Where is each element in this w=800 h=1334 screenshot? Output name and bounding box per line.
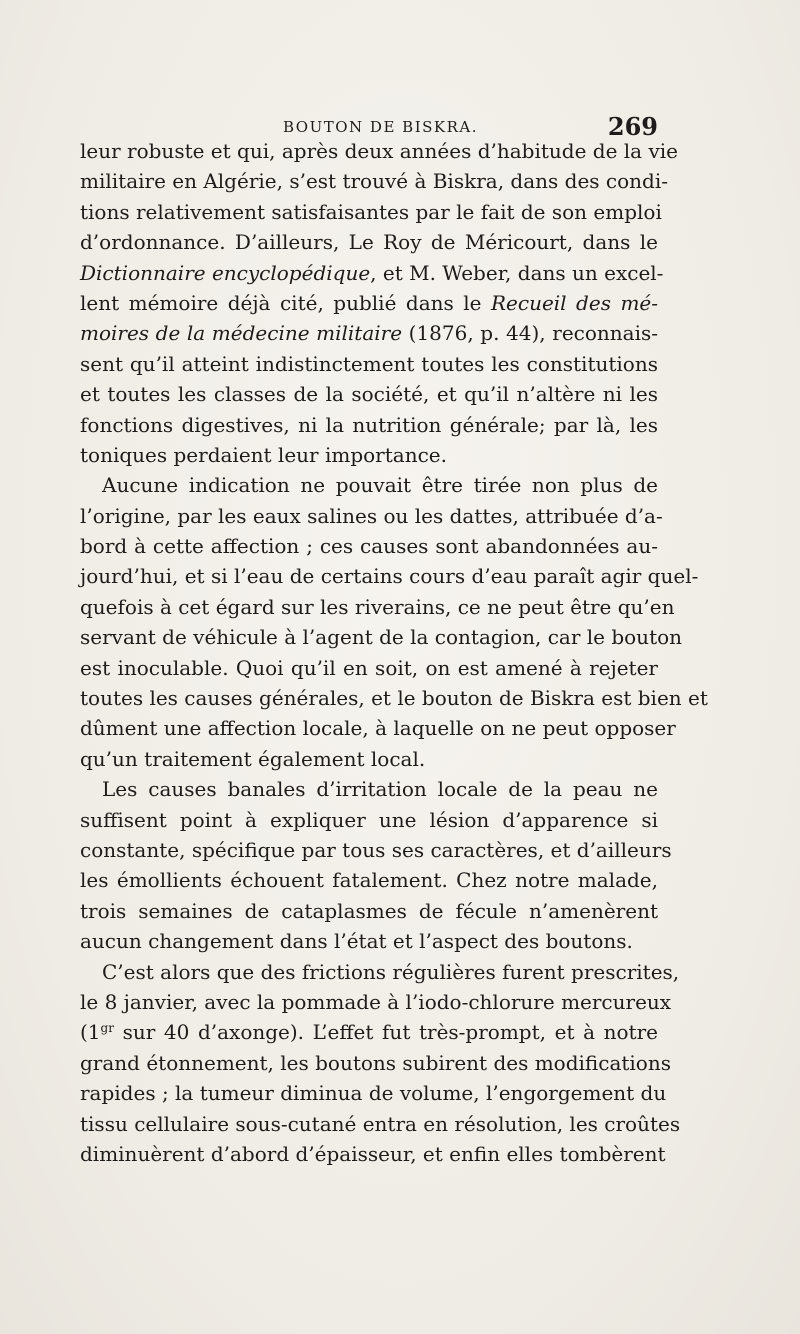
text-line: dûment une affection locale, à laquelle on ne peut opposer xyxy=(80,716,676,741)
body-text xyxy=(80,136,708,1169)
text-line: C’est alors que des frictions régulières furent prescrites, xyxy=(102,959,680,984)
text-line: Les causes banales d’irritation locale de la peau ne xyxy=(102,777,658,802)
text-line: aucun changement dans l’état et l’aspect des boutons. xyxy=(80,929,633,954)
text-line: ($1^{gr}$ sur 40 d’axonge). L’effet fut très-prompt, et à notre xyxy=(80,1020,658,1045)
text-line: et toutes les classes de la société, et qu’il n’altère ni les xyxy=(80,382,658,407)
page-number: 269 xyxy=(607,112,658,141)
text-line: servant de véhicule à l’agent de la contagion, car le bouton xyxy=(80,625,683,650)
text-line: leur robuste et qui, après deux années d’habitude de la vie xyxy=(80,139,678,163)
text-line: est inoculable. Quoi qu’il en soit, on est amené à rejeter xyxy=(80,655,658,680)
text-line: l’origine, par les eaux salines ou les dattes, attribuée d’a- xyxy=(80,503,663,528)
text-line: rapides ; la tumeur diminua de volume, l’engorgement du xyxy=(80,1081,667,1106)
text-line: qu’un traitement également local. xyxy=(80,746,426,771)
text-line: moires de la médecine militaire (1876, p. 44), reconnais- xyxy=(80,321,658,346)
text-line: grand étonnement, les boutons subirent des modifications xyxy=(80,1050,671,1075)
text-line: diminuèrent d’abord d’épaisseur, et enfin elles tombèrent xyxy=(80,1141,666,1166)
running-title: BOUTON DE BISKRA. xyxy=(283,118,479,136)
text-line: bord à cette affection ; ces causes sont abandonnées au- xyxy=(80,534,658,559)
text-line: constante, spécifique par tous ses caractères, et d’ailleurs xyxy=(80,837,672,862)
text-line: d’ordonnance. D’ailleurs, Le Roy de Méricourt, dans le xyxy=(80,230,658,255)
text-line: trois semaines de cataplasmes de fécule n’amenèrent xyxy=(80,898,658,923)
text-line: fonctions digestives, ni la nutrition générale; par là, les xyxy=(80,412,658,437)
text-line: les émollients échouent fatalement. Chez notre malade, xyxy=(80,868,658,893)
text-line: sent qu’il atteint indistinctement toutes les constitutions xyxy=(80,351,658,376)
text-line: toutes les causes générales, et le bouton de Biskra est bien et xyxy=(80,686,708,711)
text-line: suffisent point à expliquer une lésion d’apparence si xyxy=(80,807,658,832)
text-line: le 8 janvier, avec la pommade à l’iodo-chlorure mercureux xyxy=(80,989,672,1014)
text-line: quefois à cet égard sur les riverains, ce ne peut être qu’en xyxy=(80,594,675,619)
text-line: lent mémoire déjà cité, publié dans le Recueil des mé- xyxy=(80,290,659,315)
text-line: jourd’hui, et si l’eau de certains cours d’eau paraît agir quel- xyxy=(80,564,699,589)
text-line: Aucune indication ne pouvait être tirée non plus de xyxy=(102,473,658,498)
text-line: toniques perdaient leur importance. xyxy=(80,442,447,467)
text-line: militaire en Algérie, s’est trouvé à Biskra, dans des condi- xyxy=(80,169,668,194)
text-line: Dictionnaire encyclopédique, et M. Weber, dans un excel- xyxy=(80,260,664,285)
text-line: tions relativement satisfaisantes par le fait de son emploi xyxy=(80,199,662,224)
text-line: tissu cellulaire sous-cutané entra en résolution, les croûtes xyxy=(80,1111,681,1136)
